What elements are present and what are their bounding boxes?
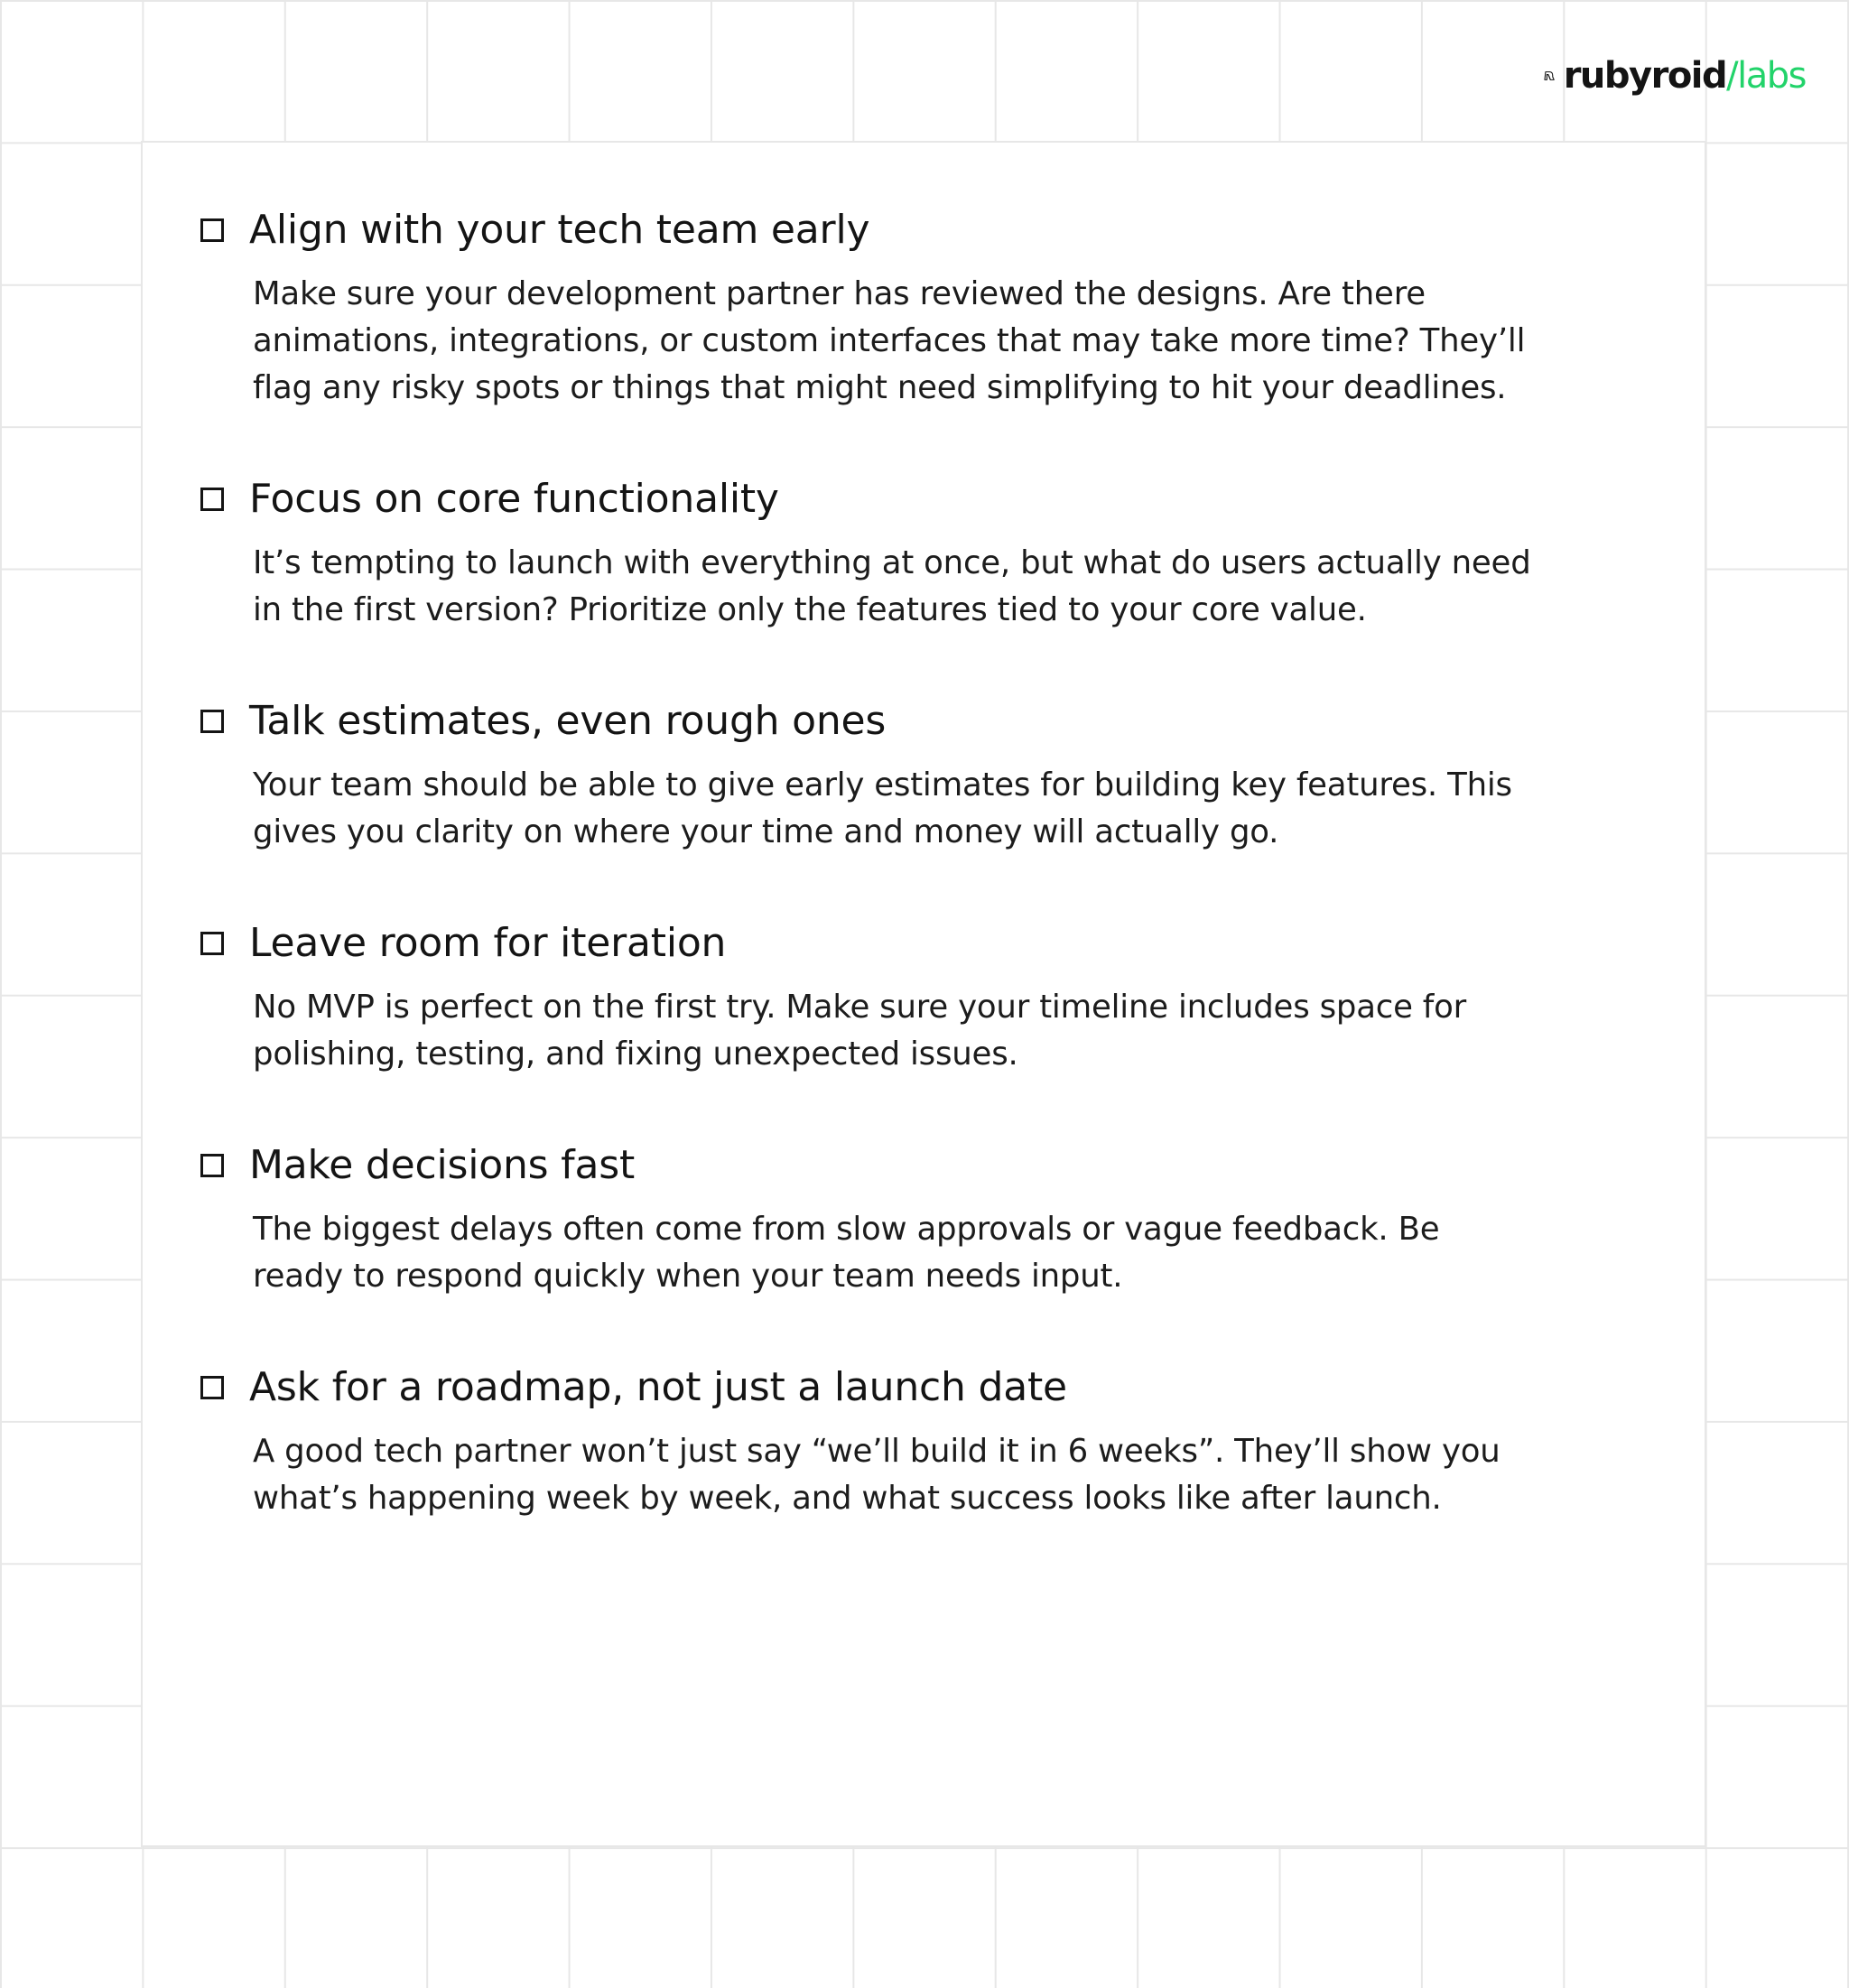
checklist-item-header	[200, 1358, 1537, 1417]
checklist-item-header	[200, 692, 1537, 751]
checklist-item-title: Align with your tech team early	[249, 207, 870, 253]
checklist-item-title: Make decisions fast	[249, 1142, 636, 1188]
checklist-item	[200, 1358, 1537, 1522]
checklist-item-description: Your team should be able to give early estimates for building key features. This gives you clarity on where your time and money will actually go.	[253, 766, 1512, 850]
checklist-item-title: Focus on core functionality	[249, 476, 779, 522]
checklist-item	[200, 1136, 1537, 1300]
checkbox[interactable]	[200, 1154, 224, 1177]
checklist-item-description: The biggest delays often come from slow approvals or vague feedback. Be ready to respond quickly when your team needs input.	[253, 1211, 1440, 1295]
brand-name-secondary: /labs	[1726, 55, 1806, 97]
checklist-item-header	[200, 200, 1537, 260]
brand-name-primary: rubyroid	[1563, 55, 1727, 97]
checklist-item-header	[200, 914, 1537, 973]
checkbox[interactable]	[200, 488, 224, 511]
checkbox[interactable]	[200, 710, 224, 733]
brand-logo	[1544, 51, 1806, 101]
checklist-item-header	[200, 469, 1537, 529]
checkbox[interactable]	[200, 1376, 224, 1399]
checklist-item-title: Leave room for iteration	[249, 920, 727, 966]
checklist-item-title: Talk estimates, even rough ones	[249, 698, 887, 744]
checkbox[interactable]	[200, 218, 224, 242]
checklist-item-description: No MVP is perfect on the first try. Make sure your timeline includes space for polishing, testing, and fixing unexpected issues.	[253, 989, 1467, 1073]
checklist	[200, 200, 1537, 1580]
rubyroid-logo-icon	[1544, 54, 1555, 98]
checkbox[interactable]	[200, 932, 224, 955]
checklist-item	[200, 469, 1537, 634]
checklist-item	[200, 200, 1537, 412]
checklist-item-title: Ask for a roadmap, not just a launch date	[249, 1364, 1067, 1410]
checklist-item-description: It’s tempting to launch with everything at once, but what do users actually need in the first version? Prioritize only the features tied to your core value.	[253, 544, 1531, 628]
checklist-item-description: A good tech partner won’t just say “we’ll build it in 6 weeks”. They’ll show you what’s happening week by week, and what success looks like after launch.	[253, 1433, 1501, 1517]
checklist-item	[200, 914, 1537, 1078]
checklist-item-header	[200, 1136, 1537, 1195]
checklist-item-description: Make sure your development partner has reviewed the designs. Are there animations, integrations, or custom interfaces that may take more time? They’ll flag any risky spots or things that might need simplifying to hit your deadlines.	[253, 275, 1526, 406]
brand-wordmark	[1563, 55, 1806, 97]
checklist-item	[200, 692, 1537, 856]
